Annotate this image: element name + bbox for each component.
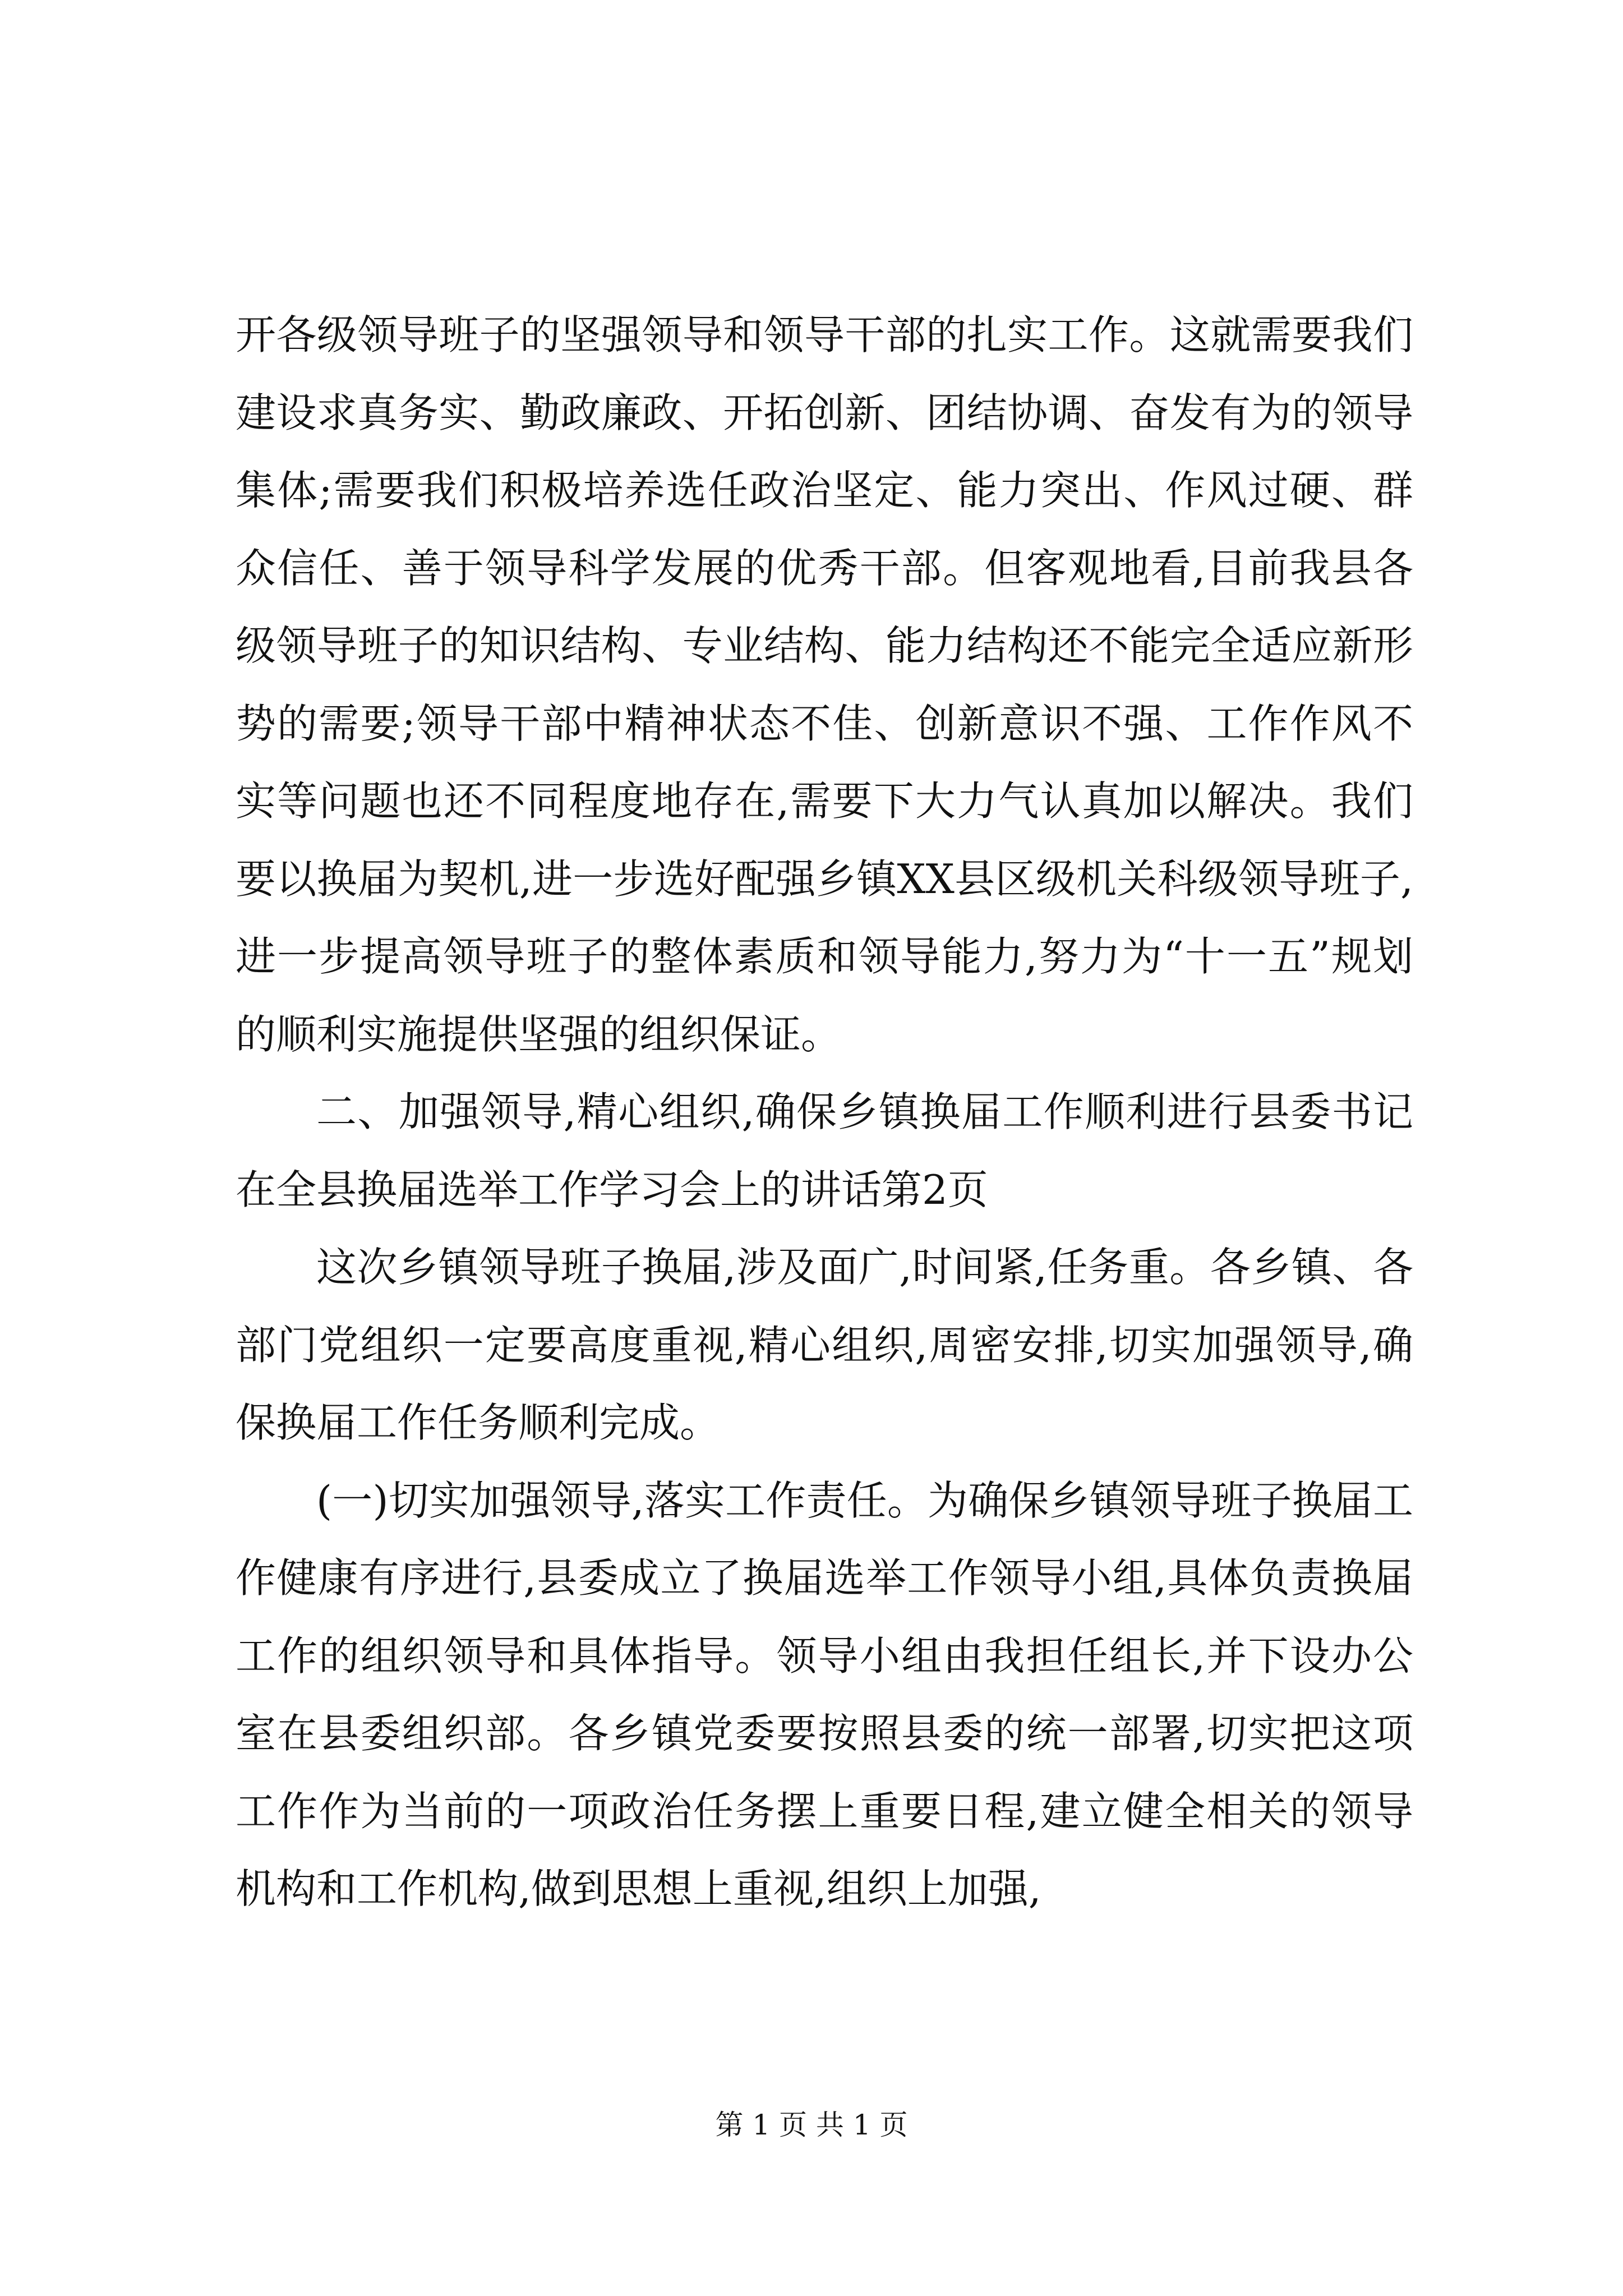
paragraph-2-heading: 二、加强领导,精心组织,确保乡镇换届工作顺利进行县委书记在全县换届选举工作学习会上的讲话第2页 xyxy=(236,1088,1413,1213)
paragraph-4: (一)切实加强领导,落实工作责任。为确保乡镇领导班子换届工作健康有序进行,县委成立了换届选举工作领导小组,具体负责换届工作的组织领导和具体指导。领导小组由我担任组长,并下设办公室在县委组织部。各乡镇党委要按照县委的统一部署,切实把这项工作作为当前的一项政治任务摆上重要日程,建立健全相关的领导机构和工作机构,做到思想上重视,组织上加强, xyxy=(236,1476,1413,1912)
page-footer xyxy=(0,2108,1623,2142)
page-number-label: 第 1 页 共 1 页 xyxy=(715,2109,908,2141)
document-body xyxy=(236,296,1413,1928)
paragraph-3: 这次乡镇领导班子换届,涉及面广,时间紧,任务重。各乡镇、各部门党组织一定要高度重视,精心组织,周密安排,切实加强领导,确保换届工作任务顺利完成。 xyxy=(236,1244,1413,1446)
paragraph-1: 开各级领导班子的坚强领导和领导干部的扎实工作。这就需要我们建设求真务实、勤政廉政、开拓创新、团结协调、奋发有为的领导集体;需要我们积极培养选任政治坚定、能力突出、作风过硬、群众信任、善于领导科学发展的优秀干部。但客观地看,目前我县各级领导班子的知识结构、专业结构、能力结构还不能完全适应新形势的需要;领导干部中精神状态不佳、创新意识不强、工作作风不实等问题也还不同程度地存在,需要下大力气认真加以解决。我们要以换届为契机,进一步选好配强乡镇XX县区级机关科级领导班子,进一步提高领导班子的整体素质和领导能力,努力为“十一五”规划的顺利实施提供坚强的组织保证。 xyxy=(236,311,1413,1058)
